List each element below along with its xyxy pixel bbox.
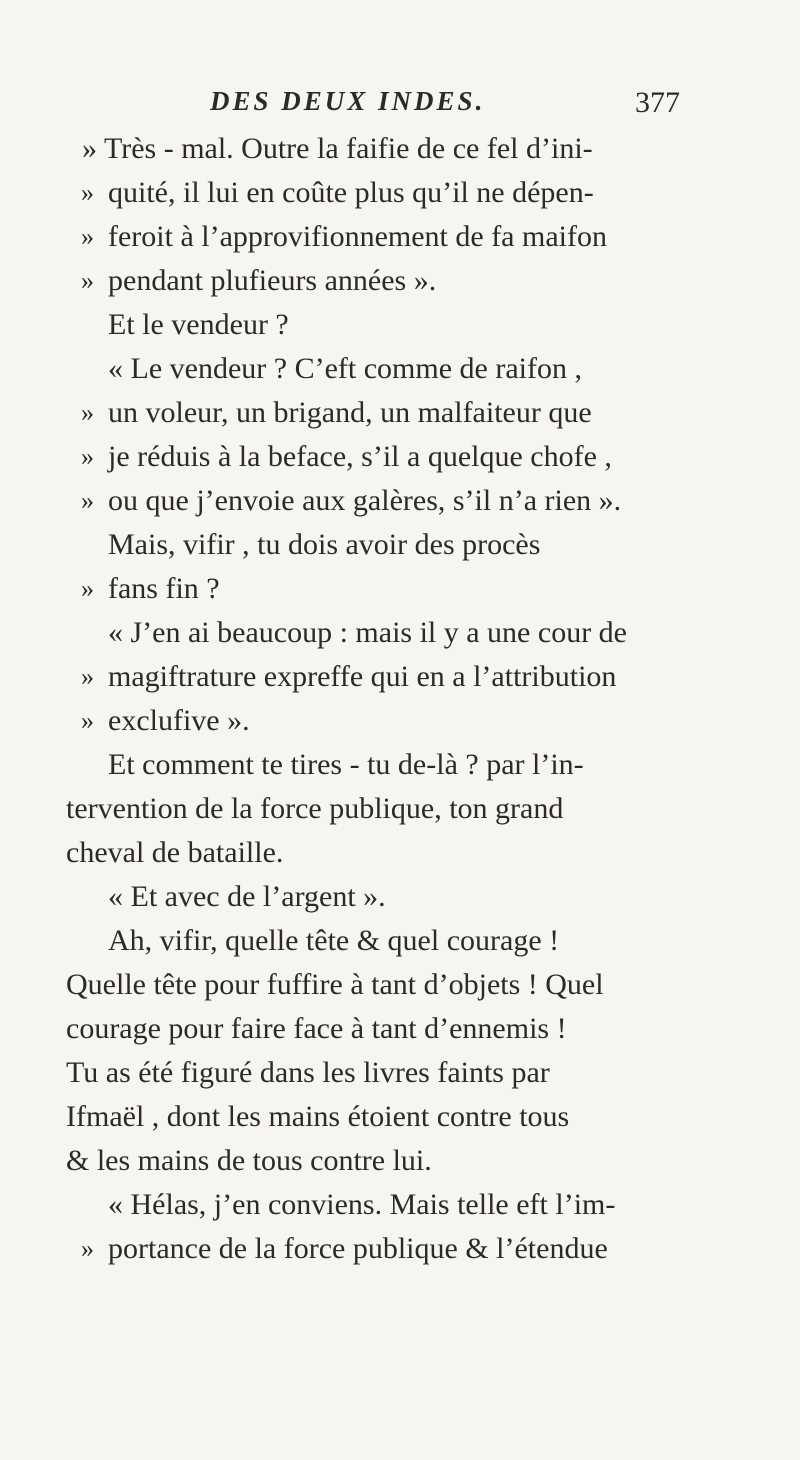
line-text: un voleur, un brigand, un malfaiteur que (108, 396, 592, 429)
text-line (0, 1183, 800, 1227)
page-header (210, 86, 680, 126)
margin-quote-mark: » (81, 574, 94, 603)
text-line (0, 743, 800, 787)
margin-quote-mark: » (81, 266, 94, 295)
line-text: feroit à l’approvifionnement de fa maifon (108, 220, 607, 253)
running-title: DES DEUX INDES. (210, 86, 486, 116)
text-line (0, 303, 800, 347)
text-line (0, 127, 800, 171)
text-line (0, 655, 800, 699)
text-line (0, 699, 800, 743)
line-text: Tu as été figuré dans les livres faints par (66, 1056, 550, 1089)
margin-quote-mark: » (81, 1234, 94, 1263)
text-line (0, 567, 800, 611)
text-line (0, 963, 800, 1007)
text-line (0, 215, 800, 259)
line-text: Et comment te tires - tu de-là ? par l’in- (108, 748, 584, 781)
text-line (0, 1095, 800, 1139)
text-line (0, 259, 800, 303)
line-text: « Hélas, j’en conviens. Mais telle eft l’im- (108, 1188, 616, 1221)
margin-quote-mark: » (81, 662, 94, 691)
text-line (0, 831, 800, 875)
text-line (0, 435, 800, 479)
line-text: Ah, vifir, quelle tête & quel courage ! (108, 924, 560, 957)
text-line (0, 1051, 800, 1095)
text-line (0, 523, 800, 567)
margin-quote-mark: » (81, 222, 94, 251)
line-text: « J’en ai beaucoup : mais il y a une cour de (108, 616, 627, 649)
line-text: quité, il lui en coûte plus qu’il ne dépen- (108, 176, 594, 209)
text-line (0, 479, 800, 523)
page-number: 377 (635, 86, 680, 119)
line-text: & les mains de tous contre lui. (66, 1144, 432, 1177)
text-line (0, 347, 800, 391)
text-line (0, 1227, 800, 1271)
text-line (0, 611, 800, 655)
line-text: tervention de la force publique, ton grand (66, 792, 564, 825)
line-text: » Très - mal. Outre la faifie de ce fel d’ini- (82, 132, 593, 165)
line-text: Mais, vifir , tu dois avoir des procès (108, 528, 541, 561)
line-text: je réduis à la beface, s’il a quelque chofe , (108, 440, 612, 473)
line-text: pendant plufieurs années ». (108, 264, 437, 297)
line-text: cheval de bataille. (66, 836, 284, 869)
margin-quote-mark: » (81, 398, 94, 427)
margin-quote-mark: » (81, 486, 94, 515)
line-text: magiftrature expreffe qui en a l’attribution (108, 660, 617, 693)
line-text: Et le vendeur ? (108, 308, 289, 341)
line-text: fans fin ? (108, 572, 220, 605)
text-line (0, 1139, 800, 1183)
margin-quote-mark: » (81, 706, 94, 735)
line-text: ou que j’envoie aux galères, s’il n’a rien ». (108, 484, 622, 517)
line-text: « Le vendeur ? C’eft comme de raifon , (108, 352, 582, 385)
text-line (0, 787, 800, 831)
line-text: exclufive ». (108, 704, 250, 737)
text-line (0, 875, 800, 919)
line-text: courage pour faire face à tant d’ennemis ! (66, 1012, 567, 1045)
text-line (0, 391, 800, 435)
text-line (0, 919, 800, 963)
line-text: portance de la force publique & l’étendue (108, 1232, 608, 1265)
text-line (0, 1007, 800, 1051)
line-text: Ifmaël , dont les mains étoient contre tous (66, 1100, 570, 1133)
margin-quote-mark: » (81, 178, 94, 207)
text-line (0, 171, 800, 215)
line-text: Quelle tête pour fuffire à tant d’objets ! Quel (66, 968, 604, 1001)
margin-quote-mark: » (81, 442, 94, 471)
line-text: « Et avec de l’argent ». (108, 880, 386, 913)
